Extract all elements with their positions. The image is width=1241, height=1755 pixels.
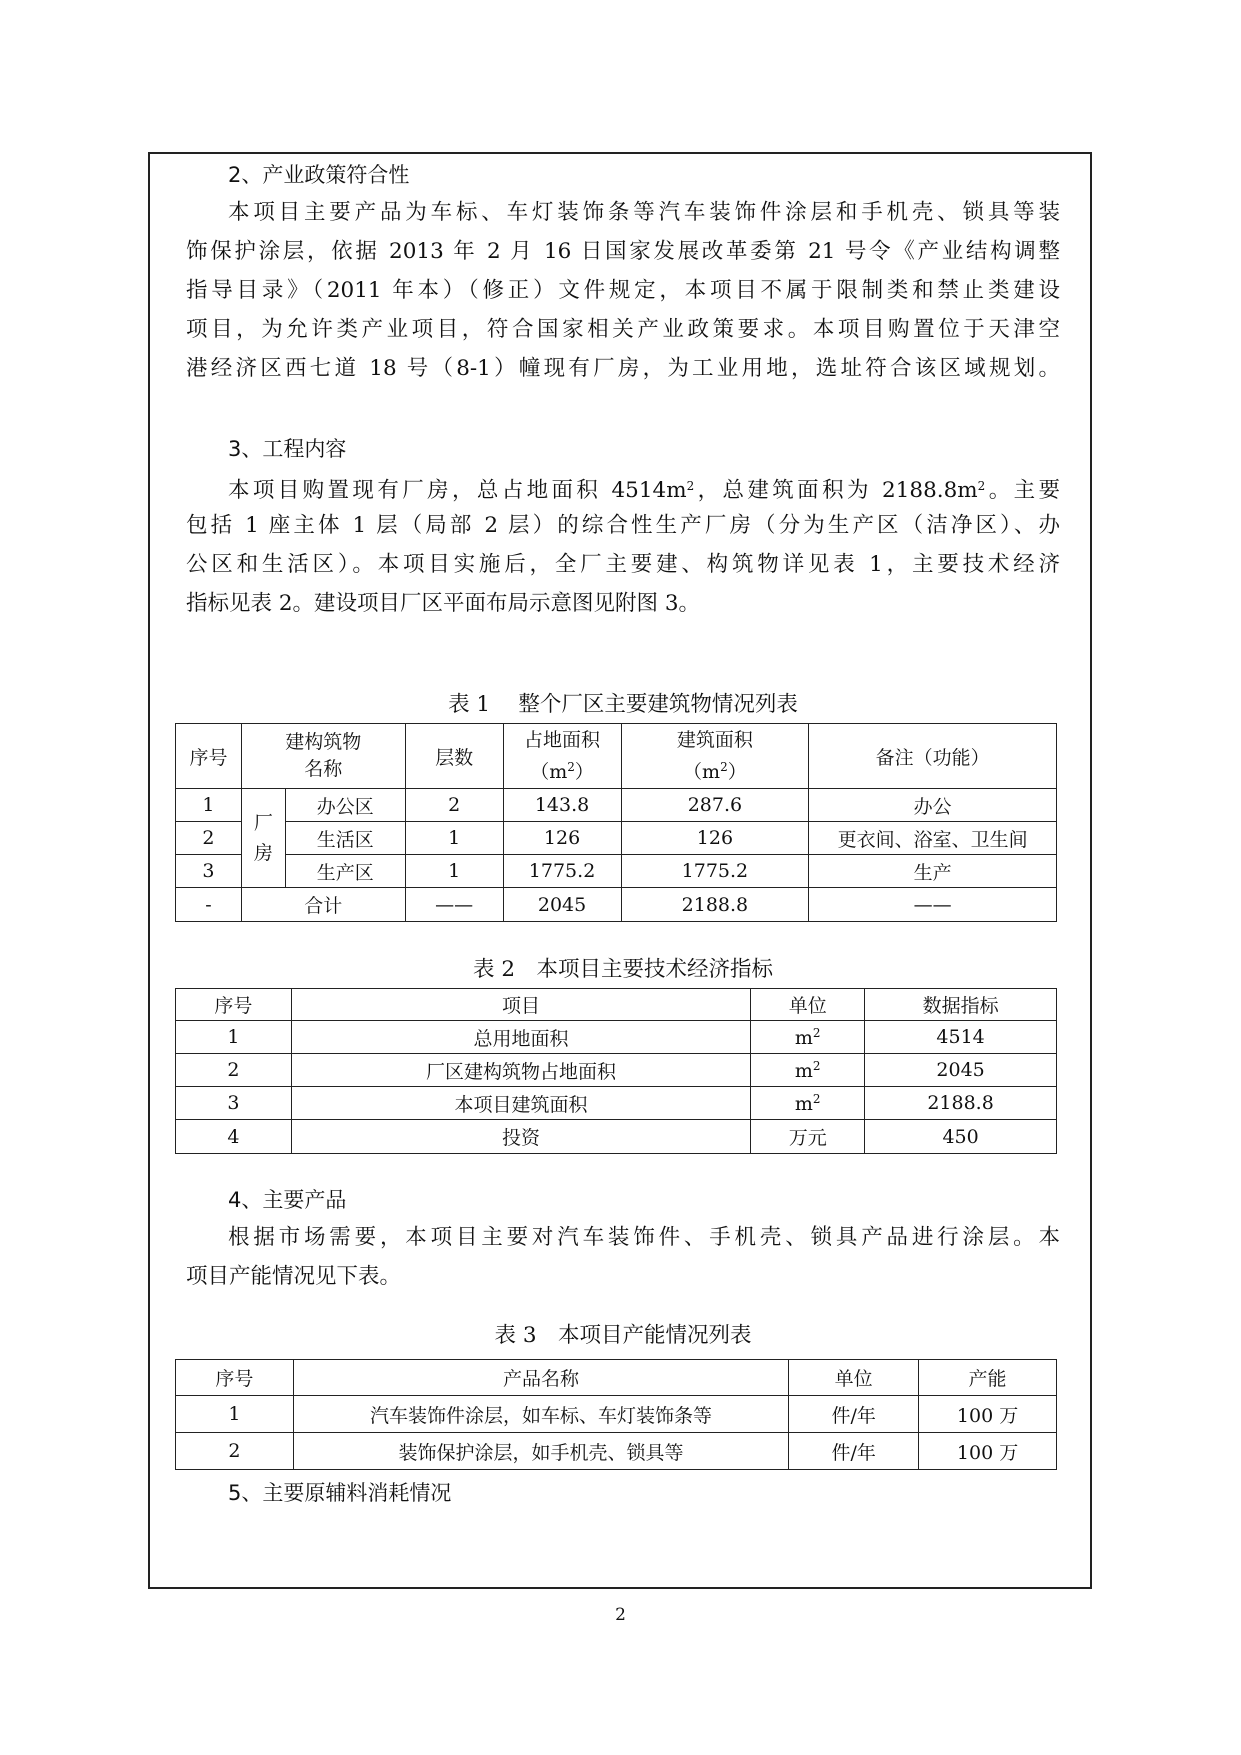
unit-text: （m (683, 760, 721, 783)
section-3-paragraph (186, 467, 1060, 623)
header-land-area (503, 724, 621, 789)
cell-build: 126 (621, 822, 809, 855)
cell-product: 装饰保护涂层，如手机壳、锁具等 (293, 1433, 788, 1470)
table-2 (175, 988, 1057, 1154)
cell-unit (751, 1021, 865, 1054)
unit-text: 万元 (788, 1127, 827, 1149)
group-label (241, 789, 285, 888)
cell-item: 厂区建构筑物占地面积 (291, 1054, 750, 1087)
cell-land: 1775.2 (503, 855, 621, 888)
superscript: 2 (567, 759, 575, 774)
paragraph-line: 指标见表 2。建设项目厂区平面布局示意图见附图 3。 (186, 591, 701, 616)
header-seq: 序号 (176, 724, 242, 789)
superscript: 2 (977, 479, 986, 493)
cell-unit (751, 1054, 865, 1087)
text-run: 。主要 (985, 478, 1060, 503)
table-row (176, 1087, 1057, 1120)
paragraph-line: 港经济区西七道 18 号（8-1）幢现有厂房，为工业用地，选址符合该区域规划。 (186, 356, 1060, 381)
cell-capacity: 100 万 (919, 1433, 1057, 1470)
cell-unit: 件/年 (789, 1433, 919, 1470)
unit-text: （m (530, 760, 568, 783)
header-note: 备注（功能） (809, 724, 1057, 789)
table-3 (175, 1359, 1057, 1470)
text-run: 本项目购置现有厂房，总占地面积 4514m (228, 478, 687, 503)
paragraph-line: 项目产能情况见下表。 (186, 1264, 402, 1289)
cell-build: 287.6 (621, 789, 809, 822)
cell-item: 总用地面积 (291, 1021, 750, 1054)
table-row (176, 822, 1057, 855)
header-name (241, 724, 405, 789)
cell-capacity: 100 万 (919, 1396, 1057, 1433)
superscript: 2 (720, 759, 728, 774)
header-value: 数据指标 (865, 989, 1057, 1021)
cell-land: 2045 (503, 888, 621, 922)
header-build-area (621, 724, 809, 789)
header-unit: 单位 (789, 1360, 919, 1396)
cell-unit (751, 1120, 865, 1154)
table-1 (175, 723, 1057, 922)
header-floors: 层数 (405, 724, 503, 789)
cell-value: 4514 (865, 1021, 1057, 1054)
page-number: 2 (615, 1605, 626, 1625)
header-seq: 序号 (176, 1360, 294, 1396)
cell-seq: 1 (176, 1396, 294, 1433)
superscript: 2 (812, 1025, 821, 1040)
section-4-heading: 4、主要产品 (228, 1188, 347, 1212)
unit-text: m (794, 1059, 813, 1082)
cell-note: 生产 (809, 855, 1057, 888)
unit-text: ） (727, 760, 747, 783)
superscript: 2 (812, 1058, 821, 1073)
header-unit: 单位 (751, 989, 865, 1021)
cell-seq: 2 (176, 1054, 292, 1087)
header-capacity: 产能 (919, 1360, 1057, 1396)
paragraph-line: 指导目录》（2011 年本）（修正）文件规定，本项目不属于限制类和禁止类建设 (186, 278, 1060, 303)
cell-floors: 1 (405, 822, 503, 855)
cell-product: 汽车装饰件涂层，如车标、车灯装饰条等 (293, 1396, 788, 1433)
cell-seq: 3 (176, 855, 242, 888)
unit-text: m (794, 1092, 813, 1115)
cell-unit: 件/年 (789, 1396, 919, 1433)
cell-seq: 2 (176, 822, 242, 855)
cell-build: 1775.2 (621, 855, 809, 888)
cell-seq: 1 (176, 1021, 292, 1054)
cell-land: 143.8 (503, 789, 621, 822)
text-run: ，总建筑面积为 2188.8m (694, 478, 978, 503)
cell-seq: 4 (176, 1120, 292, 1154)
cell-note: 更衣间、浴室、卫生间 (809, 822, 1057, 855)
header-product: 产品名称 (293, 1360, 788, 1396)
cell-note: 办公 (809, 789, 1057, 822)
cell-floors: —— (405, 888, 503, 922)
header-seq: 序号 (176, 989, 292, 1021)
cell-floors: 1 (405, 855, 503, 888)
table-1-caption: 表 1 整个厂区主要建筑物情况列表 (448, 692, 798, 717)
header-name-text: 建构筑物 名称 (285, 731, 362, 780)
cell-name: 办公区 (285, 789, 405, 822)
cell-value: 2045 (865, 1054, 1057, 1087)
cell-name: 生产区 (285, 855, 405, 888)
paragraph-line: 包括 1 座主体 1 层（局部 2 层）的综合性生产厂房（分为生产区（洁净区）、办 (186, 513, 1060, 538)
cell-floors: 2 (405, 789, 503, 822)
table-total-row (176, 888, 1057, 922)
table-2-caption: 表 2 本项目主要技术经济指标 (472, 957, 773, 982)
cell-seq: 1 (176, 789, 242, 822)
cell-item: 本项目建筑面积 (291, 1087, 750, 1120)
cell-name: 合计 (241, 888, 405, 922)
cell-value: 2188.8 (865, 1087, 1057, 1120)
table-row (176, 1120, 1057, 1154)
cell-unit (751, 1087, 865, 1120)
cell-land: 126 (503, 822, 621, 855)
section-2-heading: 2、产业政策符合性 (228, 163, 410, 187)
table-header-row (176, 989, 1057, 1021)
superscript: 2 (812, 1091, 821, 1106)
cell-value: 450 (865, 1120, 1057, 1154)
cell-note: —— (809, 888, 1057, 922)
paragraph-line: 饰保护涂层，依据 2013 年 2 月 16 日国家发展改革委第 21 号令《产业结构调整 (186, 239, 1060, 264)
paragraph-line (186, 467, 1060, 506)
table-3-caption: 表 3 本项目产能情况列表 (494, 1323, 752, 1348)
table-header-row (176, 1360, 1057, 1396)
paragraph-line: 根据市场需要，本项目主要对汽车装饰件、手机壳、锁具产品进行涂层。本 (228, 1225, 1060, 1250)
unit-text: m (794, 1026, 813, 1049)
paragraph-line: 项目，为允许类产业项目，符合国家相关产业政策要求。本项目购置位于天津空 (186, 317, 1060, 342)
section-3-heading: 3、工程内容 (228, 437, 347, 461)
paragraph-line: 公区和生活区）。本项目实施后，全厂主要建、构筑物详见表 1，主要技术经济 (186, 552, 1060, 577)
superscript: 2 (686, 479, 695, 493)
header-item: 项目 (291, 989, 750, 1021)
section-2-paragraph (186, 193, 1060, 388)
cell-name: 生活区 (285, 822, 405, 855)
table-row (176, 1396, 1057, 1433)
cell-seq: - (176, 888, 242, 922)
cell-build: 2188.8 (621, 888, 809, 922)
header-text: 建筑面积 (676, 728, 753, 751)
table-row (176, 855, 1057, 888)
cell-seq: 3 (176, 1087, 292, 1120)
cell-seq: 2 (176, 1433, 294, 1470)
section-5-heading: 5、主要原辅料消耗情况 (228, 1481, 452, 1505)
table-row (176, 789, 1057, 822)
group-label-text: 厂 房 (253, 812, 273, 864)
table-header-row (176, 724, 1057, 789)
paragraph-line: 本项目主要产品为车标、车灯装饰条等汽车装饰件涂层和手机壳、锁具等装 (228, 200, 1060, 225)
header-text: 占地面积 (524, 728, 601, 751)
section-4-paragraph (186, 1218, 1060, 1296)
table-row (176, 1054, 1057, 1087)
cell-item: 投资 (291, 1120, 750, 1154)
unit-text: ） (574, 760, 594, 783)
table-row (176, 1021, 1057, 1054)
table-row (176, 1433, 1057, 1470)
